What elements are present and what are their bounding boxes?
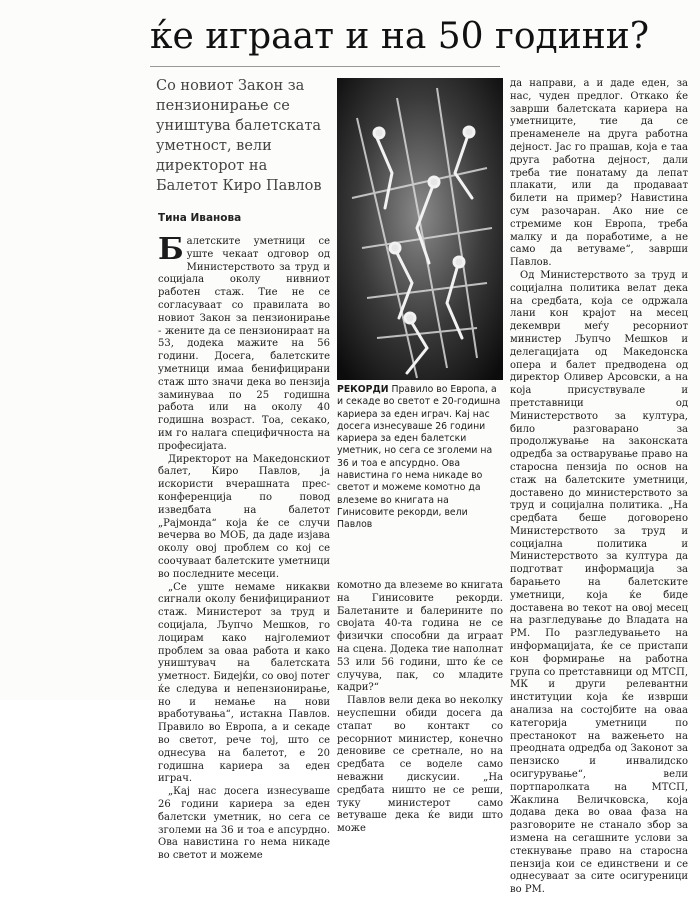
caption-kicker: РЕКОРДИ xyxy=(337,384,389,395)
paragraph: Павлов вели дека во неколку неуспешни обиди досега да стапат во контакт со ресорниот министер, конечно деновиве се сретнале, но на средбата се воделе само неважни дискусии. „На средбата ништо не се реши, туку министерот само ветуваше дека ќе види што може xyxy=(337,695,503,835)
headline: ќе играат и на 50 години? xyxy=(150,16,650,57)
lead-paragraph xyxy=(158,232,330,454)
article-column-1 xyxy=(158,232,330,862)
lead-paragraph-text: алетските уметници се уште чекаат одговор од Министерството за труд и социјала околу нивниот работен стаж. Тие не се согласуваат со правилата во новиот Закон за пензионирање - жените да се пензионираат на 53, додека мажите на 56 години. Досега, балетските уметници имаа бенифицирани стаж што значи дека во пензија заминуваа по 25 годишна работа или на околу 40 годишна возраст. Тоа, секако, им го налага специфичноста на професијата. xyxy=(158,236,330,452)
paragraph: Директорот на Македонскиот балет, Киро Павлов, ја искористи вчерашната прес-конференција по повод изведбата на балетот „Рајмонда“ која ќе се случи вечерва во МОБ, да даде изјава околу овој проблем со кој се соочуваат балетските уметници во последните месеци. xyxy=(158,453,330,580)
headline-rule xyxy=(150,66,500,67)
article-column-3 xyxy=(510,78,688,896)
article-column-2 xyxy=(337,580,504,835)
ballet-photo xyxy=(337,78,503,380)
paragraph: „Се уште немаме никакви сигнали околу бенифицираниот стаж. Министерот за труд и социјала, Љупчо Мешков, го лоцирам како најголемиот проблем за оваа работа и како уништувач на балетската уметност. Бидејќи, со овој потег ќе следува и непензионирање, но и немање на нови вработувања“, истакна Павлов. Правило во Европа, а и секаде во светот, рече тој, што се однесува на балетот, е 20 годишна кариера за еден играч. xyxy=(158,581,330,785)
ballet-photo-image xyxy=(337,78,503,380)
byline: Тина Иванова xyxy=(158,212,242,224)
paragraph: да направи, а и даде еден, за нас, чуден предлог. Откако ќе заврши балетската кариера на уметниците, тие да се пренаменеле на друга работна дејност. Јас го прашав, која е таа друга работна дејност, дали треба тие понатаму да лепат плакати, или да продаваат билети на пример? Навистина сум разочаран. Ако ние се стремиме кон Европа, треба малку и да поработиме, а не само да ветуваме“, заврши Павлов. xyxy=(510,78,688,269)
caption-text: Правило во Европа, а и секаде во светот е 20-годишна кариера за еден играч. Кај нас досега изнесуваше 26 години кариера за еден балетски уметник, но сега се зголеми на 36 и тоа е апсурдно. Ова навистина го нема никаде во светот и можеме комотно да влеземе во книгата на Гинисовите рекорди, вели Павлов xyxy=(337,384,501,531)
drop-cap: Б xyxy=(158,232,184,267)
photo-caption xyxy=(337,384,503,531)
deck-subheading: Со новиот Закон за пензионирање се уништува балетската уметност, вели директорот на Балетот Киро Павлов xyxy=(156,78,322,194)
paragraph: комотно да влеземе во книгата на Гинисовите рекорди. Балетаните и балерините по својата 40-та година не се физички способни да играат на сцена. Додека тие наполнат 53 или 56 години, што ќе се случува, пак, со младите кадри?“ xyxy=(337,580,504,694)
paragraph: „Кај нас досега изнесуваше 26 години кариера за еден балетски уметник, но сега се зголеми на 36 и тоа е апсурдно. Ова навистина го нема никаде во светот и можеме xyxy=(158,786,330,862)
paragraph: Од Министерството за труд и социјална политика велат дека на средбата, која се одржала лани кон крајот на месец декември меѓу ресорниот министер Љупчо Мешков и делегацијата од Македонска опера и балет предводена од директор Оливер Арсовски, а на која присуствувале и претставници од Министерството за култура, било разговарано за продолжување на законската одредба за остварување право на старосна пензија по основ на стаж на балетските уметници, доставено до министерството за труд и социјална политика. „На средбата беше договорено Министерството за труд и социјална политика и Министерството за култура да подготват информација за барањето на балетските уметници, која ќе биде доставена во текот на овој месец на разгледување до Владата на РМ. По разгледувањето на информацијата, ќе се пристапи кон формирање на работна група со претставници од МТСП, МК и други релевантни институции која ќе изврши анализа на состојбите на оваа категорија уметници по престанокот на важењето на преодната одредба од Законот за пензиско и инвалидско осигурување“, вели портпаролката на МТСП, Жаклина Величковска, која додава дека во оваа фаза на разговорите не станало збор за измена на сегашните услови за стекнување право на старосна пензија кои се единствени и се однесуваат за сите осигуреници во РМ. xyxy=(510,269,688,896)
